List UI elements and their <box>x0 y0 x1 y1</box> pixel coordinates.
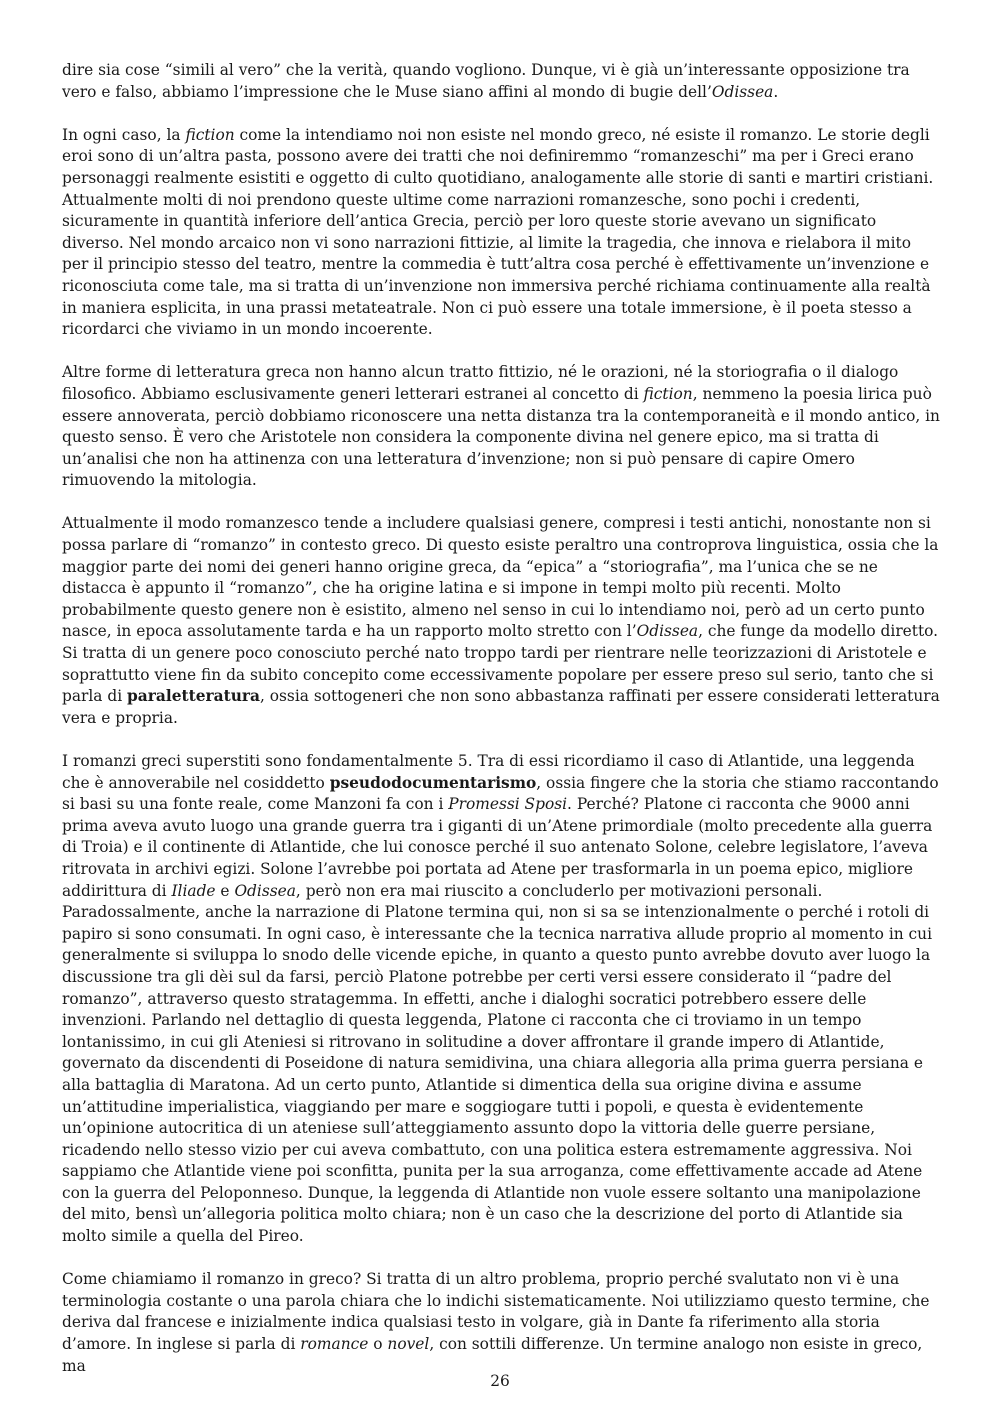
text-run: , con sottili differenze. Un termine analogo non esiste in greco, ma <box>62 1335 923 1375</box>
paragraph-2 <box>62 125 940 341</box>
italic-text: Odissea <box>711 82 774 101</box>
text-run: o <box>368 1335 388 1354</box>
italic-text: Promessi Sposi <box>448 795 568 814</box>
text-run: Come chiamiamo il romanzo in greco? Si tratta di un altro problema, proprio perché svalutato non vi è una terminologia costante o una parola chiara che lo indichi sistematicamente. Noi utilizziamo questo termine, che deriva dal francese e inizialmente indica qualsiasi testo in volgare, già in Dante fa riferimento alla storia d’amore. In inglese si parla di <box>62 1270 930 1354</box>
italic-text: Odissea <box>234 881 296 900</box>
text-run: . Perché? Platone ci racconta che 9000 anni prima aveva avuto luogo una grande guerra tra i giganti di un’Atene primordiale (molto precedente alla guerra di Troia) e il continente di Atlantide, che lui conosce perché il suo antenato Solone, celebre legislatore, l’aveva ritrovata in archivi egizi. Solone l’avrebbe poi portata ad Atene per trasformarla in un poema epico, migliore addirittura di <box>62 795 933 900</box>
page-number: 26 <box>490 1372 510 1390</box>
text-run: . <box>773 82 779 101</box>
paragraph-3 <box>62 362 940 492</box>
bold-term: pseudodocumentarismo <box>329 773 537 792</box>
text-run: come la intendiamo noi non esiste nel mondo greco, né esiste il romanzo. Le storie degli eroi sono di un’altra pasta, possono avere dei tratti che noi definiremmo “romanzeschi” ma per i Greci erano personaggi realmente esistiti e oggetto di culto quotidiano, analogamente alle storie di santi e martiri cristiani. Attualmente molti di noi prendono queste ultime come narrazioni romanzesche, sono pochi i credenti, sicuramente in quantità inferiore dell’antica Grecia, perciò per loro queste storie avevano un significato diverso. Nel mondo arcaico non vi sono narrazioni fittizie, al limite la tragedia, che innova e rielabora il mito per il principio stesso del teatro, mentre la commedia è tutt’altra cosa perché è effettivamente un’invenzione e riconosciuta come tale, ma si tratta di un’invenzione non immersiva perché richiama continuamente alla realtà in maniera esplicita, in una prassi metateatrale. Non ci può essere una totale immersione, è il poeta stesso a ricordarci che viviamo in un mondo incoerente. <box>62 125 934 339</box>
italic-text: romance <box>300 1335 369 1354</box>
text-run: Attualmente il modo romanzesco tende a includere qualsiasi genere, compresi i testi antichi, nonostante non si possa parlare di “romanzo” in contesto greco. Di questo esiste peraltro una controprova linguistica, ossia che la maggior parte dei nomi dei generi hanno origine greca, da “epica” a “storiografia”, ma l’unica che se ne distacca è appunto il “romanzo”, che ha origine latina e si impone in tempi molto più recenti. Molto probabilmente questo genere non è esistito, almeno nel senso in cui lo intendiamo noi, però ad un certo punto nasce, in epoca assolutamente tarda e ha un rapporto molto stretto con l’ <box>62 514 939 641</box>
bold-term: paraletteratura <box>127 687 260 706</box>
italic-text: fiction <box>643 384 693 403</box>
paragraph-1 <box>62 60 940 103</box>
document-body <box>62 60 940 1377</box>
text-run: , ossia fingere che la storia che stiamo raccontando si basi su una fonte reale, come Manzoni fa con i <box>62 773 939 814</box>
italic-text: novel <box>387 1335 430 1354</box>
text-run: Altre forme di letteratura greca non hanno alcun tratto fittizio, né le orazioni, né la storiografia o il dialogo filosofico. Abbiamo esclusivamente generi letterari estranei al concetto di <box>62 363 899 403</box>
italic-text: Odissea <box>636 622 699 641</box>
text-run: I romanzi greci superstiti sono fondamentalmente 5. Tra di essi ricordiamo il caso di Atlantide, una leggenda che è annoverabile nel cosiddetto <box>62 752 915 792</box>
italic-text: Iliade <box>171 881 216 900</box>
paragraph-6 <box>62 1269 940 1377</box>
paragraph-5 <box>62 751 940 1248</box>
text-run: , nemmeno la poesia lirica può essere annoverata, perciò dobbiamo riconoscere una netta distanza tra la contemporaneità e il mondo antico, in questo senso. È vero che Aristotele non considera la componente divina nel genere epico, ma si tratta di un’analisi che non ha attinenza con una letteratura d’invenzione; non si può pensare di capire Omero rimuovendo la mitologia. <box>62 384 940 490</box>
text-run: , però non era mai riuscito a concluderlo per motivazioni personali. Paradossalmente, anche la narrazione di Platone termina qui, non si sa se intenzionalmente o perché i rotoli di papiro si sono consumati. In ogni caso, è interessante che la tecnica narrativa allude proprio al momento in cui generalmente si sviluppa lo snodo delle vicende epiche, in quanto a questo punto avrebbe dovuto aver luogo la discussione tra gli dèi sul da farsi, perciò Platone potrebbe per certi versi essere considerato il “padre del romanzo”, attraverso questo stratagemma. In effetti, anche i dialoghi socratici potrebbero essere delle invenzioni. Parlando nel dettaglio di questa leggenda, Platone ci racconta che ci troviamo in un tempo lontanissimo, in cui gli Ateniesi si ritrovano in solitudine a dover affrontare il grande impero di Atlantide, governato da discendenti di Poseidone di natura semidivina, una chiara allegoria alla prima guerra persiana e alla battaglia di Maratona. Ad un certo punto, Atlantide si dimentica della sua origine divina e assume un’attitudine imperialistica, viaggiando per mare e soggiogare tutti i popoli, e questa è evidentemente un’opinione autocritica di un ateniese sull’atteggiamento assunto dopo la vittoria delle guerre persiane, ricadendo nello stesso vizio per cui aveva combattuto, con una politica estera estremamente aggressiva. Noi sappiamo che Atlantide viene poi sconfitta, punita per la sua arroganza, come effettivamente accade ad Atene con la guerra del Peloponneso. Dunque, la leggenda di Atlantide non vuole essere soltanto una manipolazione del mito, bensì un’allegoria politica molto chiara; non è un caso che la descrizione del porto di Atlantide sia molto simile a quella del Pireo. <box>62 881 933 1246</box>
text-run: , che funge da modello diretto. Si tratta di un genere poco conosciuto perché nato troppo tardi per rientrare nelle teorizzazioni di Aristotele e soprattutto viene fin da subito concepito come eccessivamente popolare per essere preso sul serio, tanto che si parla di <box>62 622 939 706</box>
text-run: , ossia sottogeneri che non sono abbastanza raffinati per essere considerati letteratura vera e propria. <box>62 687 940 727</box>
italic-text: fiction <box>185 125 235 144</box>
text-run: e <box>215 881 235 900</box>
text-run: dire sia cose “simili al vero” che la verità, quando vogliono. Dunque, vi è già un’interessante opposizione tra vero e falso, abbiamo l’impressione che le Muse siano affini al mondo di bugie dell’ <box>62 61 910 101</box>
text-run: In ogni caso, la <box>62 125 186 144</box>
paragraph-4 <box>62 513 940 729</box>
